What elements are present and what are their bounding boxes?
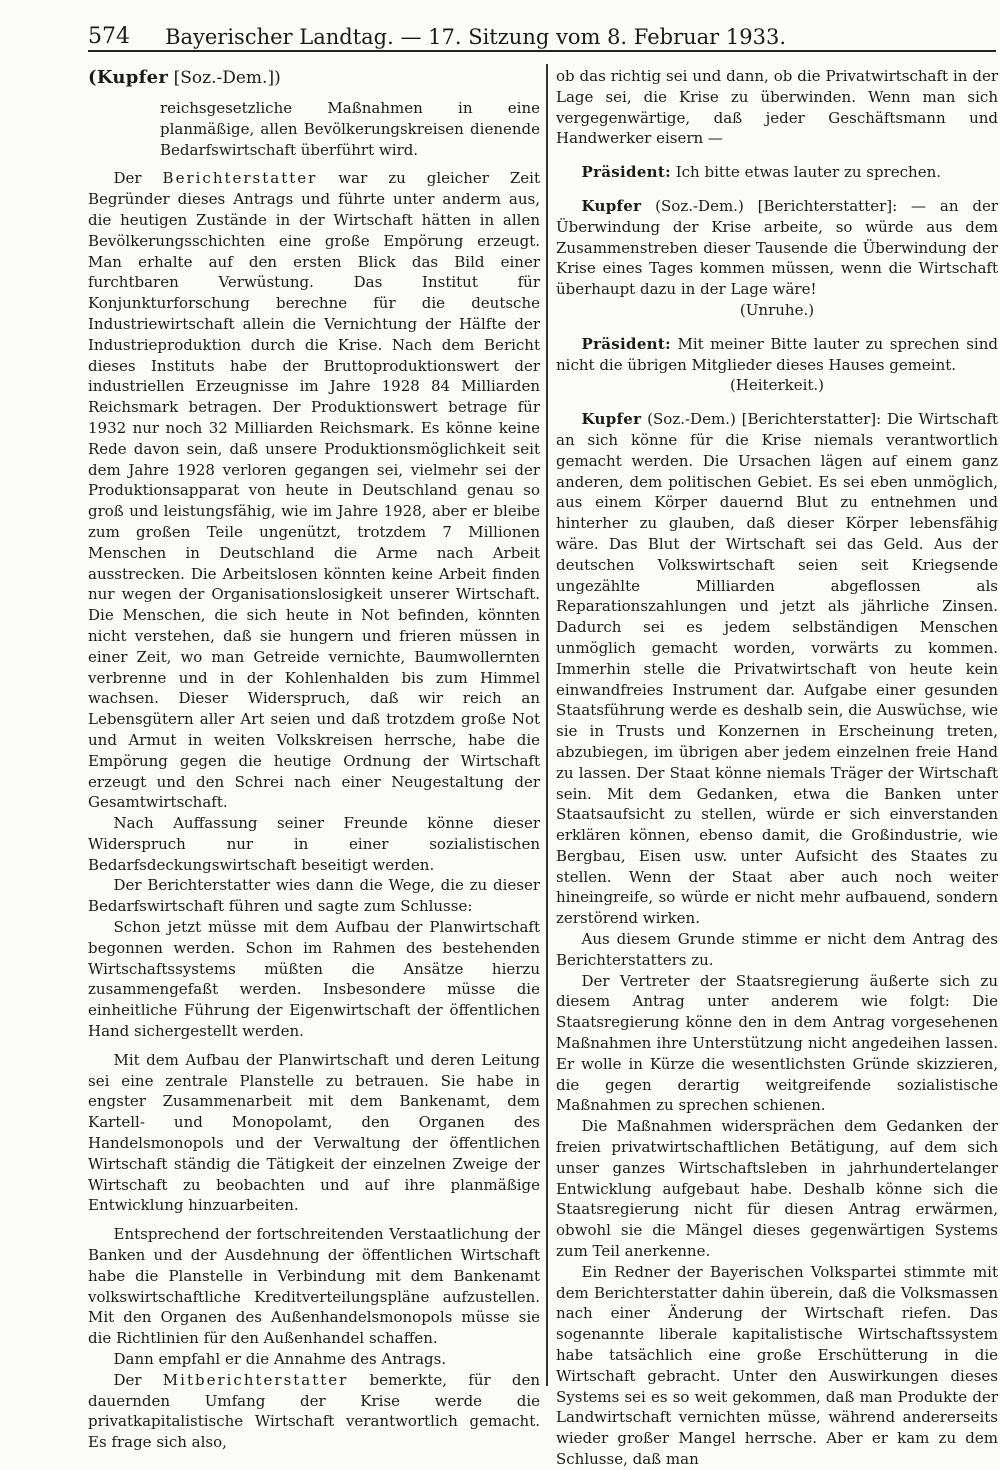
role-mitberichterstatter: Mitberichterstatter bbox=[162, 1370, 349, 1389]
speaker-name: Präsident: bbox=[581, 163, 671, 182]
role-berichterstatter: Berichterstatter bbox=[162, 169, 318, 188]
column-divider bbox=[546, 64, 548, 1386]
speaker-name: (Kupfer bbox=[88, 67, 169, 88]
paragraph: ob das richtig sei und dann, ob die Privatwirtschaft in der Lage sei, die Krise zu überwinden. Wenn man sich vergegenwärtige, daß jeder Geschäftsmann und Handwerker eisern — bbox=[556, 67, 998, 148]
paragraph: Die Maßnahmen widersprächen dem Gedanken der freien privatwirtschaftlichen Betätigung, auf dem sich unser ganzes Wirtschaftsleben in jahrhundertelanger Entwicklung aufgebaut habe. Deshalb könne sich die Staatsregierung nicht für diesen Antrag erwärmen, obwohl sie die Mängel dieses gegenwärtigen Systems zum Teil anerkenne. bbox=[556, 1117, 998, 1261]
paragraph: Der Mitberichterstatter bemerkte, für den dauernden Umfang der Krise werde die privatkapitalistische Wirtschaft verantwortlich gemacht. Es frage sich also, bbox=[88, 1370, 541, 1452]
quoted-motion: reichsgesetzliche Maßnahmen in eine planmäßige, allen Bevölkerungskreisen dienende Bedarfswirtschaft überführt wird. bbox=[160, 99, 540, 159]
paragraph: Der Vertreter der Staatsregierung äußerte sich zu diesem Antrag unter anderem wie folgt: Die Staatsregierung könne den in dem Antrag vorgesehenen Maßnahmen ihre Unterstützung nicht angedeihen lassen. Er wolle in Kürze die wesentlichsten Gründe skizzieren, die gegen derartig weitgreifende sozialistische Maßnahmen zu sprechen schienen. bbox=[556, 971, 998, 1115]
right-column bbox=[556, 66, 998, 1470]
paragraph: Aus diesem Grunde stimme er nicht dem Antrag des Berichterstatters zu. bbox=[556, 930, 998, 969]
paragraph: Kupfer (Soz.-Dem.) [Berichterstatter]: Die Wirtschaft an sich könne für die Krise niemals verantwortlich gemacht werden. Die Ursachen lägen auf einem ganz anderen, dem politischen Gebiet. Es sei eben unmöglich, aus einem Körper dauernd Blut zu entnehmen und hinterher zu glauben, daß dieser Körper lebensfähig wäre. Das Blut der Wirtschaft sei das Geld. Aus der deutschen Volkswirtschaft seien seit Kriegsende ungezählte Milliarden abgeflossen als Reparationszahlungen und jetzt als jährliche Zinsen. Dadurch sei es jedem selbständigen Menschen unmöglich gemacht worden, vorwärts zu kommen. Immerhin stelle die Privatwirtschaft von heute kein einwandfreies Instrument dar. Aufgabe einer gesunden Staatsführung werde es deshalb sein, die Auswüchse, wie sie in Trusts und Konzernen in Erscheinung treten, abzubiegen, im übrigen aber jedem einzelnen freie Hand zu lassen. Der Staat könne niemals Träger der Wirtschaft sein. Mit dem Gedanken, etwa die Banken unter Staatsaufsicht zu stellen, würde er sich einverstanden erklären können, ebenso damit, die Großindustrie, wie Bergbau, Eisen usw. unter Aufsicht des Staates zu stellen. Wenn der Staat aber auch noch weiter hineingreife, so würde er nicht mehr aufbauend, sondern zerstörend wirken. bbox=[556, 410, 998, 928]
paragraph: Ein Redner der Bayerischen Volkspartei stimmte mit dem Berichterstatter dahin überein, daß die Volksmassen nach einer Änderung der Wirtschaft riefen. Das sogenannte liberale kapitalistische Wirtschaftssystem habe tatsächlich eine große Erschütterung in die Wirtschaft gebracht. Unter den Auswirkungen dieses Systems sei es so weit gekommen, daß man Produkte der Landwirtschaft vernichten müsse, während andererseits wieder großer Mangel herrsche. Aber er kam zu dem Schlusse, daß man bbox=[556, 1262, 998, 1468]
paragraph: Präsident: Ich bitte etwas lauter zu sprechen. bbox=[581, 163, 942, 182]
speaker-affiliation: [Soz.-Dem.]) bbox=[168, 68, 281, 88]
paragraph: Kupfer (Soz.-Dem.) [Berichterstatter]: — an der Überwindung der Krise arbeite, so würde aus dem Zusammenstreben dieser Tausende die Überwindung der Krise eines Tages kommen müssen, wenn die Wirtschaft überhaupt dazu in der Lage wäre! bbox=[556, 196, 998, 299]
paragraph: Dann empfahl er die Annahme des Antrags. bbox=[113, 1350, 447, 1369]
paragraph: Der Berichterstatter wies dann die Wege, die zu dieser Bedarfswirtschaft führen und sagte zum Schlusse: bbox=[88, 876, 540, 916]
paragraph: Nach Auffassung seiner Freunde könne dieser Widerspruch nur in einer sozialistischen Bedarfsdeckungswirtschaft beseitigt werden. bbox=[88, 814, 540, 874]
running-head: Bayerischer Landtag. — 17. Sitzung vom 8. Februar 1933. bbox=[165, 25, 786, 49]
speaker-name: Präsident: bbox=[581, 334, 671, 353]
reaction-note: (Heiterkeit.) bbox=[729, 376, 825, 395]
page-header bbox=[88, 20, 996, 52]
speaker-name: Kupfer bbox=[581, 410, 642, 429]
speaker-heading bbox=[88, 66, 540, 90]
paragraph: Mit dem Aufbau der Planwirtschaft und deren Leitung sei eine zentrale Planstelle zu betrauen. Sie habe in engster Zusammenarbeit mit dem Bankenamt, dem Kartell- und Monopolamt, den Organen des Handelsmonopols und der Verwaltung der öffentlichen Wirtschaft ständig die Tätigkeit der einzelnen Zweige der Wirtschaft zu beobachten und auf ihre planmäßige Entwicklung hinzuarbeiten. bbox=[88, 1050, 540, 1215]
paragraph: Entsprechend der fortschreitenden Verstaatlichung der Banken und der Ausdehnung der öffentlichen Wirtschaft habe die Planstelle in Verbindung mit dem Bankenamt volkswirtschaftliche Kreditverteilungspläne aufzustellen. Mit den Organen des Außenhandelsmonopols müsse sie die Richtlinien für den Außenhandel schaffen. bbox=[88, 1225, 540, 1348]
reaction-note: (Unruhe.) bbox=[739, 300, 815, 319]
paragraph: Schon jetzt müsse mit dem Aufbau der Planwirtschaft begonnen werden. Schon im Rahmen des bestehenden Wirtschaftssystems müßten die Ansätze hierzu zusammengefaßt werden. Insbesondere müsse die einheitliche Führung der Eigenwirtschaft der öffentlichen Hand sichergestellt werden. bbox=[88, 918, 540, 1041]
paragraph: Präsident: Mit meiner Bitte lauter zu sprechen sind nicht die übrigen Mitglieder dieses Hauses gemeint. bbox=[556, 334, 998, 374]
page-number: 574 bbox=[88, 24, 130, 49]
speaker-name: Kupfer bbox=[581, 196, 642, 215]
paragraph: Der Berichterstatter war zu gleicher Zeit Begründer dieses Antrags und führte unter anderm aus, die heutigen Zustände in der Wirtschaft hätten in allen Bevölkerungsschichten eine große Empörung erzeugt. Man erhalte auf den ersten Blick das Bild einer furchtbaren Verwüstung. Das Institut für Konjunkturforschung berechne für die deutsche Industriewirtschaft allein die Vernichtung der Hälfte der Industrieproduktion durch die Krise. Nach dem Bericht dieses Instituts habe der Bruttoproduktionswert der industriellen Erzeugnisse im Jahre 1928 84 Milliarden Reichsmark betragen. Der Produktionswert betrage für 1932 nur noch 32 Milliarden Reichsmark. Es könne keine Rede davon sein, daß unsere Produktionsmöglichkeit seit dem Jahre 1928 verloren gegangen sei, vielmehr sei der Produktionsapparat von heute in Deutschland genau so groß und leistungsfähig, wie im Jahre 1928, aber er bleibe zum großen Teile ungenützt, trotzdem 7 Millionen Menschen in Deutschland die Arme nach Arbeit ausstrecken. Die Arbeitslosen könnten keine Arbeit finden nur wegen der Organisationslosigkeit unserer Wirtschaft. Die Menschen, die sich heute in Not befinden, könnten nicht verstehen, daß sie hungern und frieren müssen in einer Zeit, wo man Getreide vernichte, Baumwollernten verbrenne und in der Kohlenhalden bis zum Himmel wachsen. Dieser Widerspruch, daß wir reich an Lebensgütern aller Art seien und daß trotzdem große Not und Armut in weiten Volkskreisen herrsche, habe die Empörung gegen die heutige Ordnung der Wirtschaft erzeugt und den Schrei nach einer Neugestaltung der Gesamtwirtschaft. bbox=[88, 169, 540, 812]
left-column bbox=[88, 66, 540, 1453]
